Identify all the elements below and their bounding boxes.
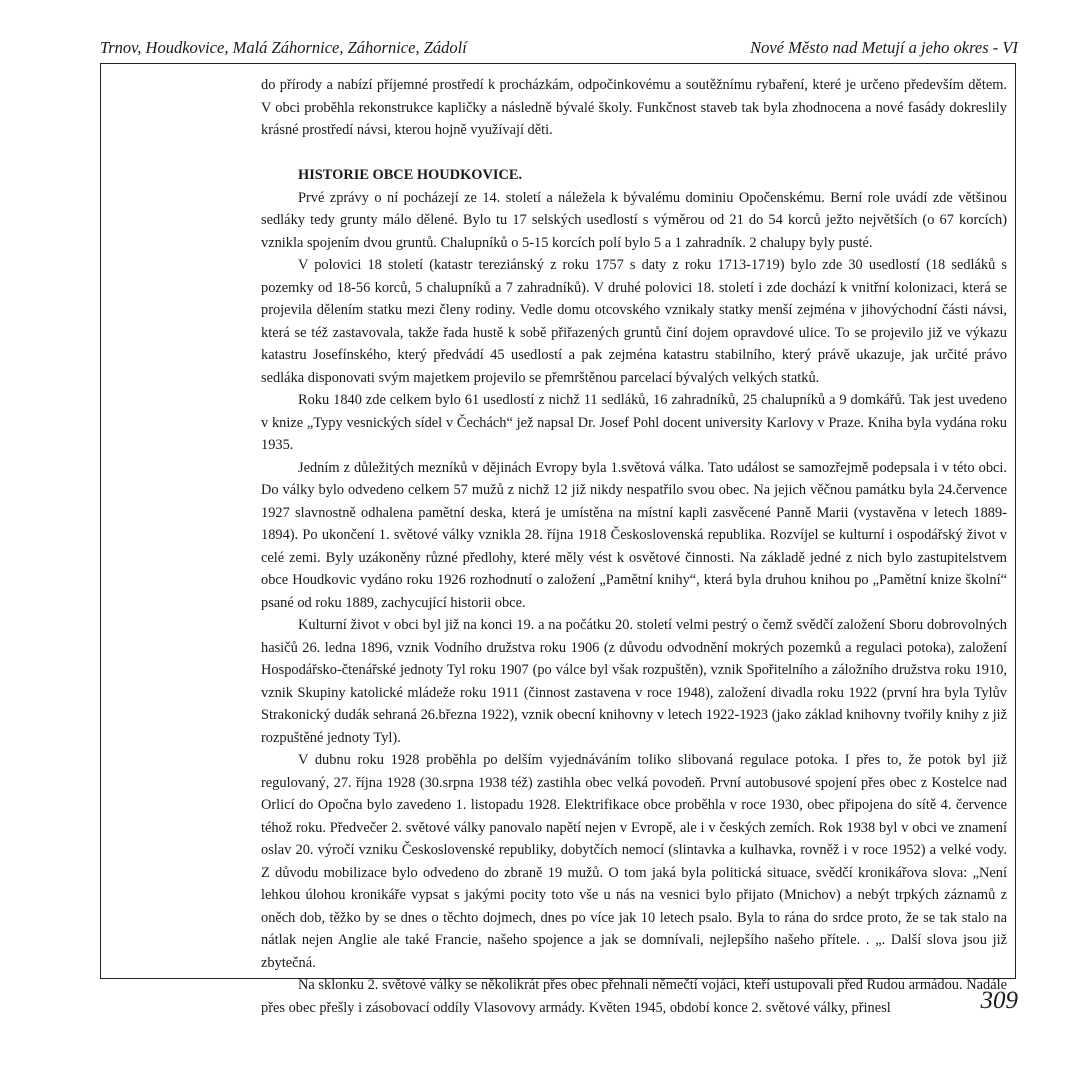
paragraph: Roku 1840 zde celkem bylo 61 usedlostí z nichž 11 sedláků, 16 zahradníků, 25 chalupníků a 9 domkářů. Tak jest uvedeno v knize „Typy vesnických sídel v Čechách“ jež napsal Dr. Josef Pohl docent university Karlovy v Praze. Kniha byla vydána roku 1935. <box>261 392 1007 453</box>
header-book-title: Nové Město nad Metují a jeho okres - VI <box>750 38 1018 57</box>
page-number: 309 <box>980 987 1018 1014</box>
paragraph: V polovici 18 století (katastr tereziánský z roku 1757 s daty z roku 1713-1719) bylo zde 30 usedlostí (18 sedláků s pozemky od 18-56 korců, 5 chalupníků a 7 zahradníků). V druhé polovici 18. století i zde dochází k vnitřní kolonizaci, která se projevila dělením statku mezi členy rodiny. Vedle domu otcovského vznikaly statky menší zejména v jihovýchodní části návsi, která se též zastavovala, takže řada hustě k sobě přiřazených gruntů činí dojem opravdové ulice. To se projevilo již ve výkazu katastru Josefínského, který předvádí 45 usedlostí a pak zejména katastru stabilního, který právě ukazuje, jak určité právo sedláka disponovati svým majetkem projevilo se přemrštěnou parcelací bývalých velkých statků. <box>261 257 1007 386</box>
paragraph: Kulturní život v obci byl již na konci 19. a na počátku 20. století velmi pestrý o čemž svědčí založení Sboru dobrovolných hasičů 26. ledna 1896, vznik Vodního družstva roku 1906 (z důvodu odvodnění mokrých pozemků a regulaci potoka), založení Hospodářsko-čtenářské jednoty Tyl roku 1907 (po válce byl však rozpuštěn), vznik Spořitelního a záložního družstva roku 1910, vznik Skupiny katolické mládeže roku 1911 (činnost zastavena v roce 1948), založení divadla roku 1922 (první hra byla Tylův Strakonický dudák sehraná 26.března 1922), vznik obecní knihovny v letech 1922-1923 (jako základ knihovny tvořily knihy z již rozpuštěné jednoty Tyl). <box>261 617 1007 746</box>
paragraph: Jedním z důležitých mezníků v dějinách Evropy byla 1.světová válka. Tato událost se samozřejmě podepsala i v této obci. Do války bylo odvedeno celkem 57 mužů z nichž 12 již nikdy nespatřilo svou obec. Na jejich věčnou památku byla 24.července 1927 slavnostně odhalena pamětní deska, která je umístěna na místní kapli zasvěcené Panně Marii (vystavěna v letech 1889-1894). Po ukončení 1. světové války vznikla 28. října 1918 Československá republika. Rozvíjel se kulturní i ospodářský život v celé zemi. Byly uzákoněny různé předlohy, které měly vést k osvětové činnosti. Na základě jedné z nich bylo zastupitelstvem obce Houdkovic vydáno roku 1926 rozhodnutí o založení „Pamětní knihy“, která byla druhou knihou po „Pamětní knize školní“ psané od roku 1889, zachycující historii obce. <box>261 459 1007 611</box>
body-text <box>261 74 1007 1019</box>
section-gap <box>261 142 1007 165</box>
running-header <box>100 38 1018 58</box>
paragraph: V dubnu roku 1928 proběhla po delším vyjednáváním toliko slibovaná regulace potoka. I přes to, že potok byl již regulovaný, 27. října 1928 (30.srpna 1938 též) zastihla obec velká povodeň. První autobusové spojení přes obec z Kostelce nad Orlicí do Opočna bylo zavedeno 1. listopadu 1928. Elektrifikace obce proběhla v roce 1930, obec připojena do sítě 4. července téhož roku. Předvečer 2. světové války panovalo napětí nejen v Evropě, ale i v českých zemích. Rok 1938 byl v obci ve znamení oslav 20. výročí vzniku Československé republiky, dobytčích nemocí (slintavka a kulhavka, rovněž i v roce 1952) a velké vody. Z důvodu mobilizace bylo odvedeno do zbraně 19 mužů. O tom jaká byla politická situace, svědčí kronikářova slova: „Není lehkou úlohou kronikáře vypsat s jakými pocity toto vše u nás na vesnici bylo přijato (Mnichov) a nebýt trpkých záznamů z oněch dob, těžko by se dnes o těchto dojmech, dnes po více jak 10 letech psalo. Byla to rána do srdce proto, že se tak stalo na nátlak nejen Anglie ale také Francie, našeho spojence a jak se domnívali, nejlepšího našeho přítele. . „. Další slova jsou již zbytečná. <box>261 752 1007 971</box>
paragraph: Prvé zprávy o ní pocházejí ze 14. století a náležela k bývalému dominiu Opočenskému. Berní role uvádí zde většinou sedláky tedy grunty málo dělené. Bylo tu 17 selských usedlostí s výměrou od 21 do 54 korců ježto největších (o 67 korcích) vznikla spojením dvou gruntů. Chalupníků o 5-15 korcích polí bylo 5 a 1 zahradník. 2 chalupy byly pusté. <box>261 189 1007 251</box>
section-title: HISTORIE OBCE HOUDKOVICE. <box>298 167 523 183</box>
header-chapter-title: Trnov, Houdkovice, Malá Záhornice, Záhornice, Zádolí <box>100 38 467 57</box>
paragraph: Na sklonku 2. světové války se několikrát přes obec přehnali němečtí vojáci, kteří ustupovali před Rudou armádou. Nadále přes obec přešly i zásobovací oddíly Vlasovovy armády. Květen 1945, období konce 2. světové války, přinesl <box>261 977 1007 1016</box>
intro-paragraph: do přírody a nabízí příjemné prostředí k procházkám, odpočinkovému a soutěžnímu rybaření, které je určeno především dětem. V obci proběhla rekonstrukce kapličky a následně bývalé školy. Funkčnost staveb tak byla zhodnocena a nové fasády dokreslily krásné prostředí návsi, kterou hojně využívají děti. <box>261 77 1007 138</box>
